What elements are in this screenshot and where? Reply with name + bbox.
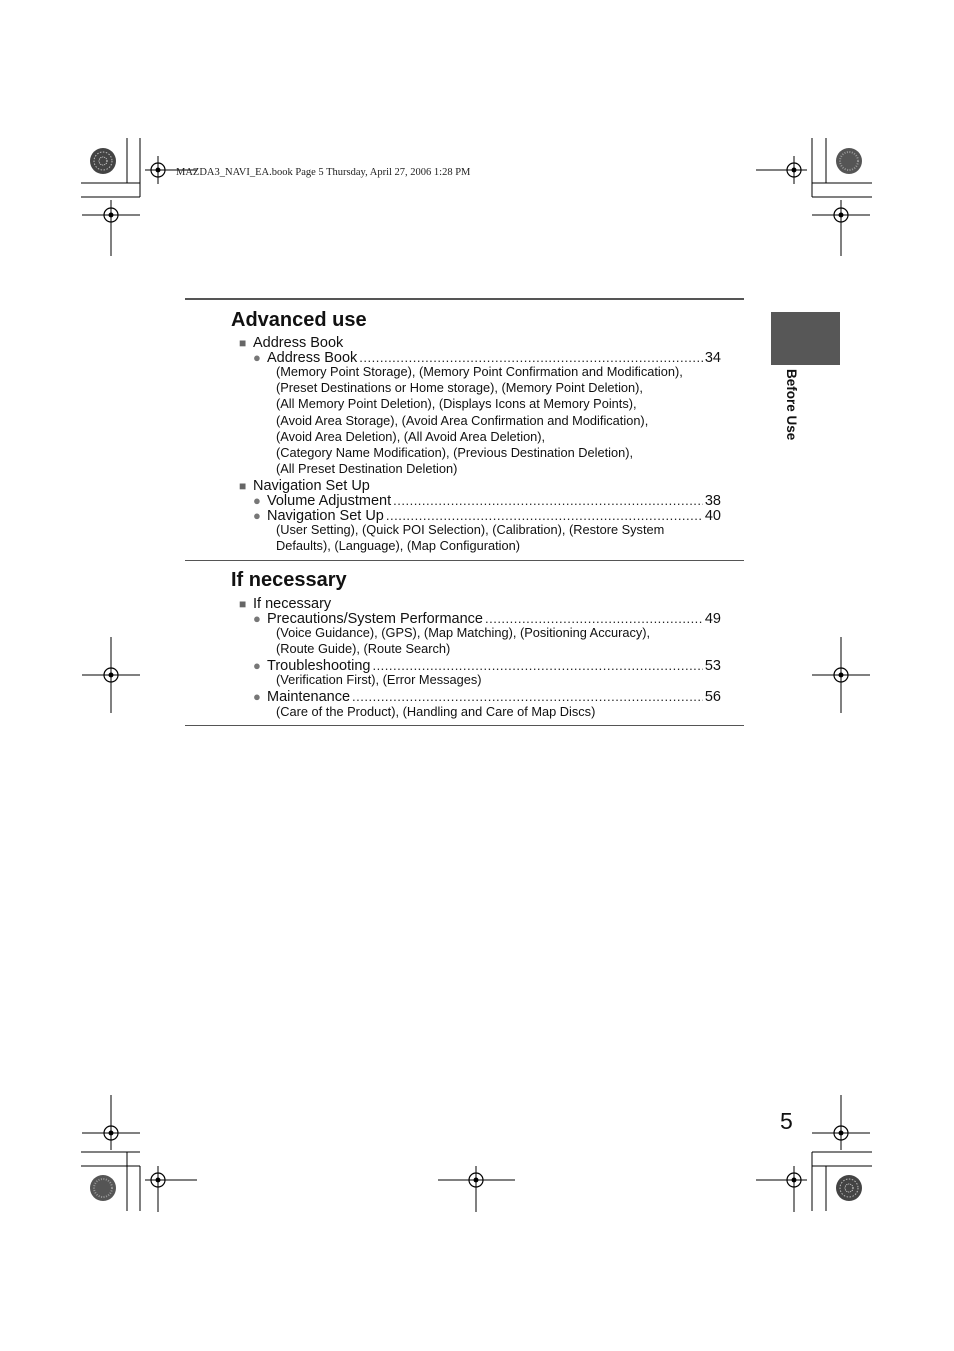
group-heading-address-book [239,335,343,351]
group-label: If necessary [253,596,332,612]
circle-bullet-icon: ● [253,493,261,508]
entry-label: Maintenance [267,689,351,705]
section-title-advanced-use: Advanced use [231,309,367,331]
entry-page-number: 53 [704,658,721,674]
circle-bullet-icon: ● [253,508,261,523]
entry-page-number: 34 [704,350,721,366]
page-number: 5 [780,1108,793,1134]
square-bullet-icon: ■ [239,479,247,493]
section-rule-bottom [185,725,744,726]
entry-label: Address Book [267,350,358,366]
entry-detail-line: (User Setting), (Quick POI Selection), (Calibration), (Restore System [276,522,665,537]
entry-label: Volume Adjustment [267,493,392,509]
group-label: Navigation Set Up [253,478,370,494]
entry-label: Navigation Set Up [267,508,384,524]
square-bullet-icon: ■ [239,597,247,611]
entry-detail-line: (Preset Destinations or Home storage), (Memory Point Deletion), [276,380,643,395]
side-tab-label: Before Use [784,369,799,441]
entry-detail-line: (Care of the Product), (Handling and Care of Map Discs) [276,704,596,719]
dot-leader [352,689,703,705]
toc-entry-volume-adjustment[interactable] [253,493,721,509]
dot-leader [393,493,703,509]
entry-page-number: 56 [704,689,721,705]
section-title-if-necessary: If necessary [231,569,347,591]
entry-detail-line: (Voice Guidance), (GPS), (Map Matching), (Positioning Accuracy), [276,625,651,640]
group-heading-if-necessary [239,596,331,612]
group-label: Address Book [253,335,344,351]
entry-page-number: 38 [704,493,721,509]
toc-entry-maintenance[interactable] [253,689,721,705]
entry-page-number: 40 [704,508,721,524]
group-heading-navigation-set-up [239,478,370,494]
entry-detail-line: (Route Guide), (Route Search) [276,641,451,656]
entry-detail-line: (Avoid Area Storage), (Avoid Area Confirmation and Modification), [276,413,649,428]
section-rule-top [185,298,744,300]
entry-detail-line: (Category Name Modification), (Previous Destination Deletion), [276,445,634,460]
entry-page-number: 49 [704,611,721,627]
section-rule-middle [185,560,744,561]
entry-detail-line: (All Preset Destination Deletion) [276,461,458,476]
square-bullet-icon: ■ [239,336,247,350]
circle-bullet-icon: ● [253,611,261,626]
side-tab [771,312,840,365]
entry-detail-line: (Memory Point Storage), (Memory Point Confirmation and Modification), [276,364,683,379]
entry-detail-line: (All Memory Point Deletion), (Displays Icons at Memory Points), [276,396,637,411]
entry-detail-line: (Avoid Area Deletion), (All Avoid Area Deletion), [276,429,546,444]
entry-label: Troubleshooting [267,658,371,674]
entry-detail-line: Defaults), (Language), (Map Configuration) [276,538,520,553]
circle-bullet-icon: ● [253,689,261,704]
entry-label: Precautions/System Performance [267,611,483,627]
circle-bullet-icon: ● [253,350,261,365]
entry-detail-line: (Verification First), (Error Messages) [276,672,482,687]
circle-bullet-icon: ● [253,658,261,673]
print-header: MAZDA3_NAVI_EA.book Page 5 Thursday, April 27, 2006 1:28 PM [176,167,471,178]
